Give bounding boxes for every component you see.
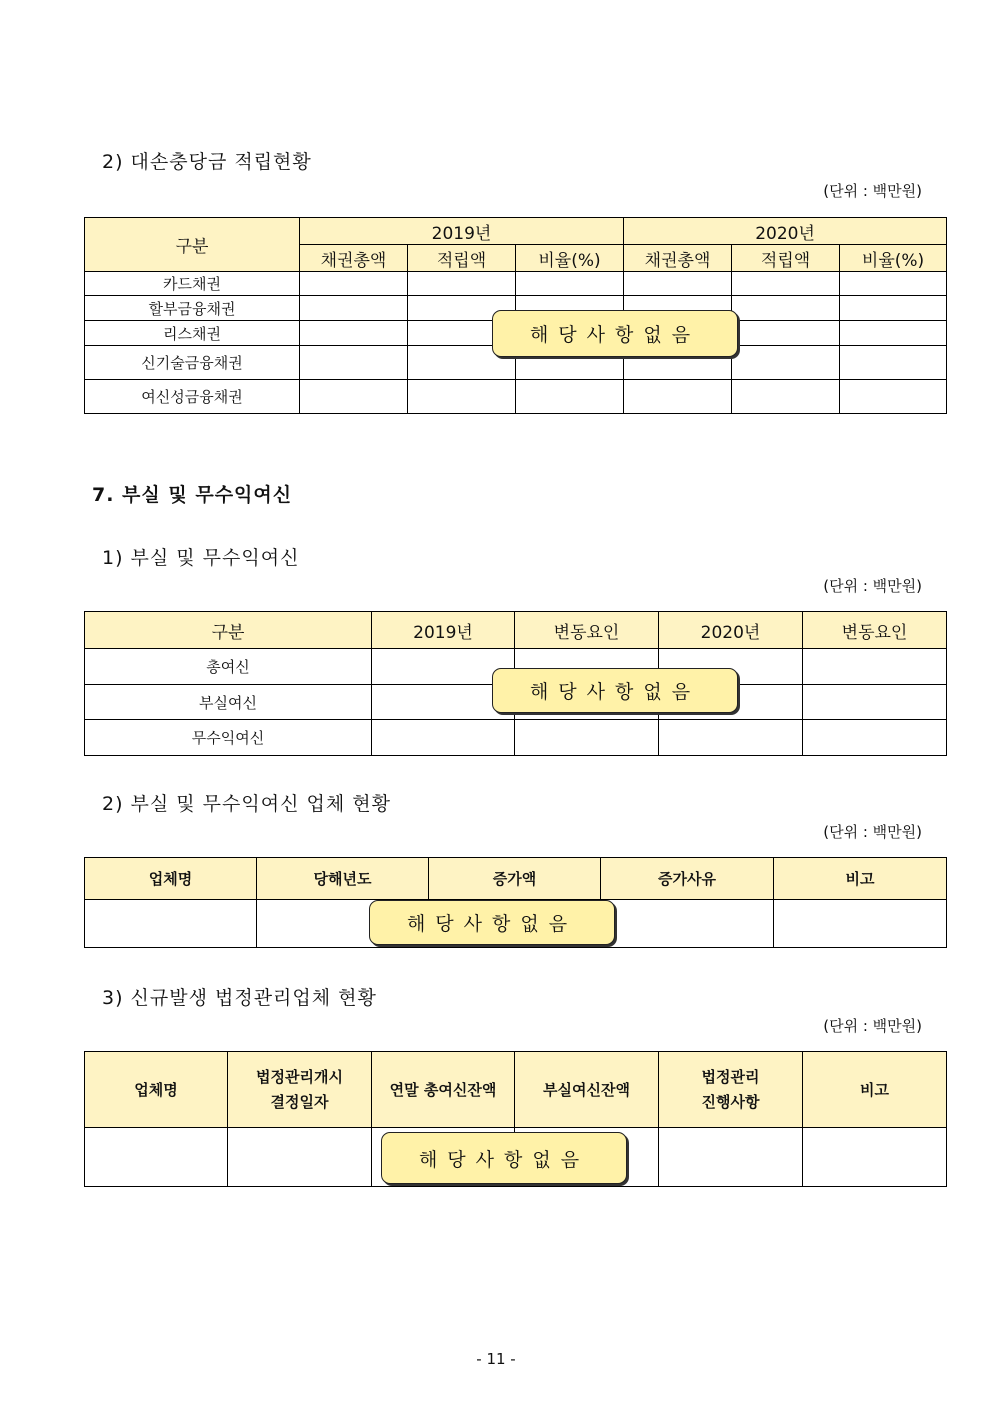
not-applicable-box: 해당사항없음 — [381, 1132, 627, 1184]
header-reserve: 적립액 — [408, 245, 516, 272]
header-increase-reason: 증가사유 — [601, 858, 774, 900]
header-year-2019: 2019년 — [300, 218, 624, 245]
header-ratio: 비율(%) — [840, 245, 947, 272]
header-receivership-date: 법정관리개시 결정일자 — [228, 1052, 372, 1128]
header-change-factor: 변동요인 — [515, 612, 659, 649]
row-label: 할부금융채권 — [85, 296, 300, 321]
header-ratio: 비율(%) — [516, 245, 624, 272]
header-change-factor: 변동요인 — [803, 612, 947, 649]
not-applicable-box: 해당사항없음 — [492, 668, 738, 713]
section-title-7: 7. 부실 및 무수익여신 — [92, 484, 293, 506]
table-row — [85, 272, 947, 296]
header-bond-total: 채권총액 — [624, 245, 732, 272]
header-year-2019: 2019년 — [372, 612, 515, 649]
not-applicable-box: 해당사항없음 — [369, 900, 615, 945]
row-label: 부실여신 — [85, 685, 372, 720]
header-company: 업체명 — [85, 858, 257, 900]
section-heading-allowance: 2) 대손충당금 적립현황 — [102, 151, 312, 173]
header-gubun: 구분 — [85, 612, 372, 649]
header-reserve: 적립액 — [732, 245, 840, 272]
table-row — [85, 720, 947, 756]
page-number: - 11 - — [476, 1350, 516, 1368]
header-remarks: 비고 — [803, 1052, 947, 1128]
unit-label: (단위 : 백만원) — [823, 182, 922, 200]
unit-label: (단위 : 백만원) — [823, 577, 922, 595]
row-label: 총여신 — [85, 649, 372, 685]
row-label: 리스채권 — [85, 321, 300, 346]
header-remarks: 비고 — [774, 858, 947, 900]
header-bond-total: 채권총액 — [300, 245, 408, 272]
header-year-2020: 2020년 — [659, 612, 803, 649]
row-label: 여신성금융채권 — [85, 380, 300, 414]
table-row — [85, 380, 947, 414]
header-nonperforming-balance: 부실여신잔액 — [515, 1052, 659, 1128]
header-current-year: 당해년도 — [257, 858, 429, 900]
not-applicable-box: 해당사항없음 — [492, 310, 738, 357]
row-label: 무수익여신 — [85, 720, 372, 756]
unit-label: (단위 : 백만원) — [823, 1017, 922, 1035]
unit-label: (단위 : 백만원) — [823, 823, 922, 841]
section-heading-7-1: 1) 부실 및 무수익여신 — [102, 547, 300, 569]
header-year-2020: 2020년 — [624, 218, 947, 245]
row-label: 신기술금융채권 — [85, 346, 300, 380]
header-increase-amount: 증가액 — [429, 858, 601, 900]
section-heading-7-3: 3) 신규발생 법정관리업체 현황 — [102, 987, 377, 1009]
header-gubun: 구분 — [85, 218, 300, 272]
header-receivership-progress: 법정관리 진행사항 — [659, 1052, 803, 1128]
header-company: 업체명 — [85, 1052, 228, 1128]
section-heading-7-2: 2) 부실 및 무수익여신 업체 현황 — [102, 793, 391, 815]
row-label: 카드채권 — [85, 272, 300, 296]
header-yearend-credit: 연말 총여신잔액 — [372, 1052, 515, 1128]
